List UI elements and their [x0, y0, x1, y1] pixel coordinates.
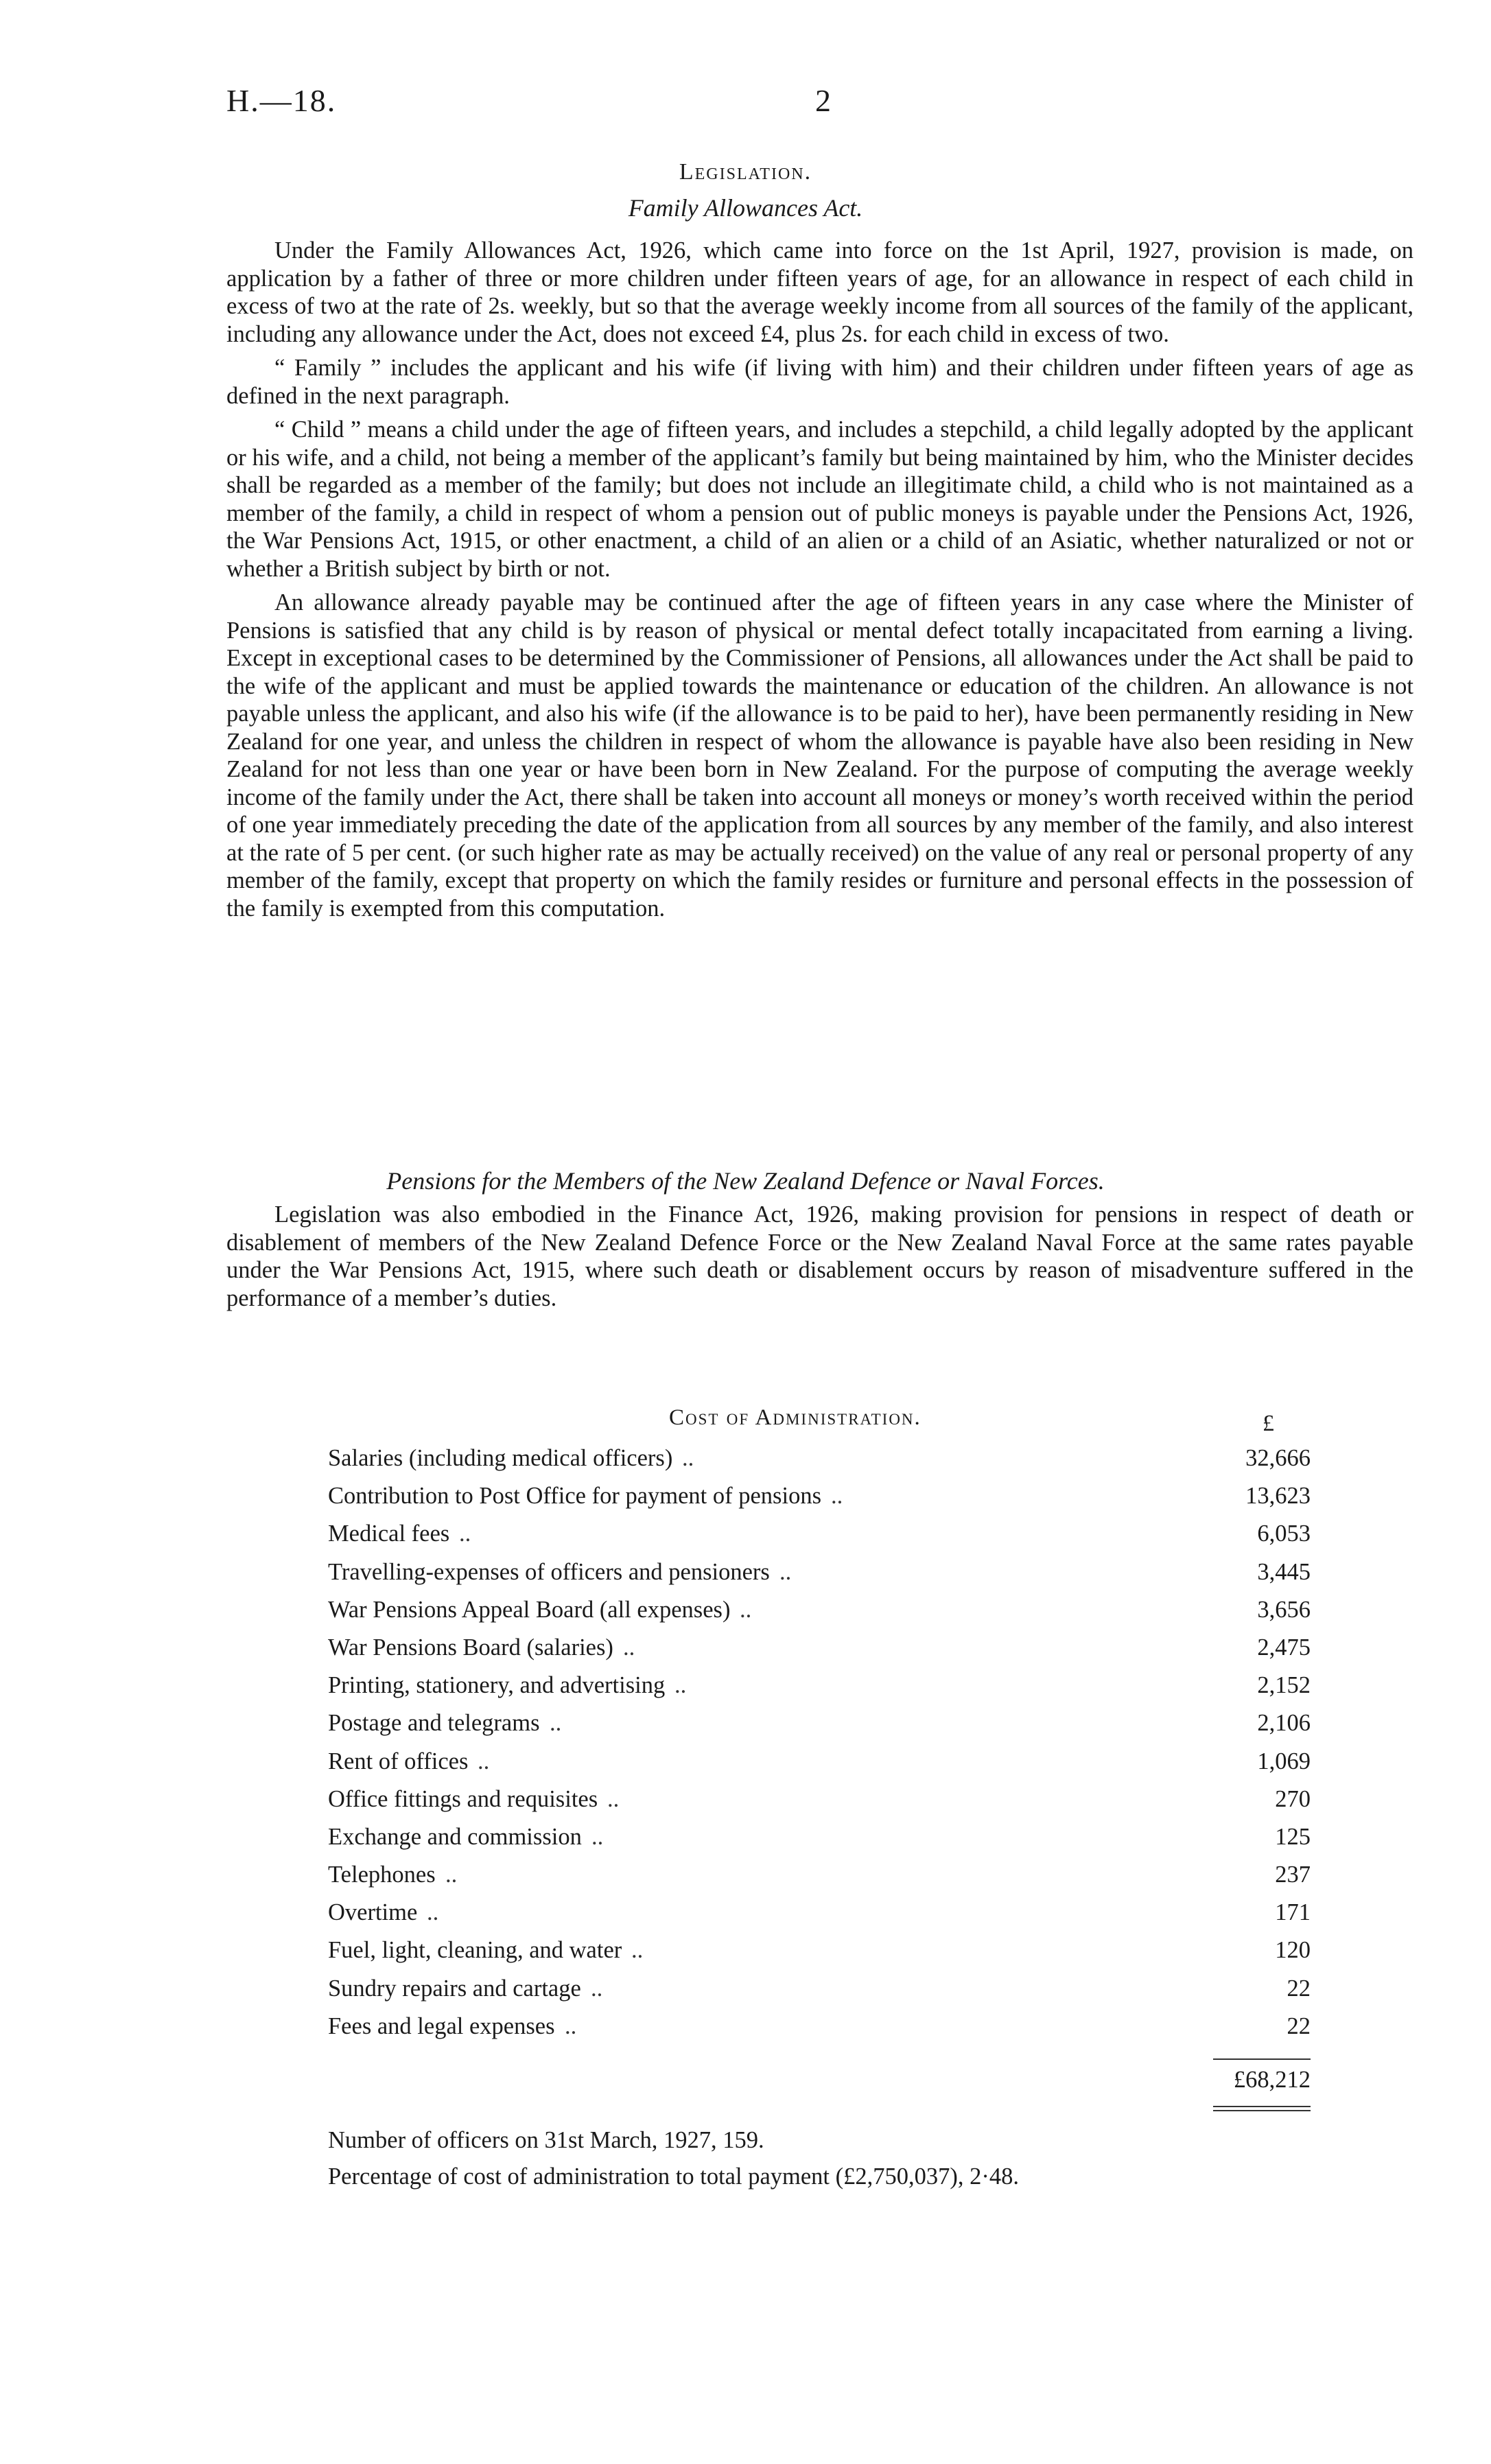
- cost-item-label: Travelling-expenses of officers and pensioners: [328, 1558, 770, 1585]
- paragraph: An allowance already payable may be continued after the age of fifteen years in any case where the Minister of Pensions is satisfied that any child is by reason of physical or mental defect totally incapacitated from earning a living. Except in exceptional cases to be determined by the Commissioner of Pensions, all allowances under the Act shall be paid to the wife of the applicant and must be applied towards the maintenance or education of the children. An allowance is not payable unless the applicant, and also his wife (if the allowance is to be paid to her), have been permanently residing in New Zealand for one year, and unless the children in respect of whom the allowance is payable have also been residing in New Zealand for not less than one year or have been born in New Zealand. For the purpose of computing the average weekly income of the family under the Act, there shall be taken into account all moneys or money’s worth received within the period of one year immediately preceding the date of the application from all sources by any member of the family, and also interest at the rate of 5 per cent. (or such higher rate as may be actually received) on the value of any real or personal property of any member of the family, except that property on which the family resides or furniture and personal effects in the possession of the family is exempted from this computation.: [226, 589, 1413, 922]
- leader-dots: ..: [740, 1596, 752, 1623]
- cost-total: £68,212: [1233, 2067, 1311, 2093]
- cost-item-amount: 22: [1287, 2013, 1311, 2039]
- table-row: [328, 1440, 1311, 1477]
- leader-dots: ..: [607, 1785, 620, 1812]
- cost-table: [328, 1440, 1311, 2045]
- pensions-section-title: Pensions for the Members of the New Zealand Defence or Naval Forces.: [386, 1167, 1105, 1195]
- table-row: [328, 2008, 1311, 2045]
- cost-item-label: Salaries (including medical officers): [328, 1445, 673, 1471]
- leader-dots: ..: [427, 1899, 439, 1926]
- leader-dots: ..: [631, 1937, 644, 1964]
- page-number: 2: [815, 83, 831, 118]
- cost-item-amount: 6,053: [1257, 1521, 1311, 1547]
- cost-item-amount: 270: [1275, 1785, 1311, 1812]
- document-reference: H.—18.: [226, 83, 337, 118]
- table-row: [328, 1553, 1311, 1591]
- cost-item-label: War Pensions Board (salaries): [328, 1634, 613, 1661]
- cost-item-amount: 3,656: [1257, 1596, 1311, 1623]
- cost-item-label: Exchange and commission: [328, 1823, 582, 1850]
- cost-item-amount: 2,152: [1257, 1672, 1311, 1699]
- cost-item-label: Overtime: [328, 1899, 418, 1926]
- family-act-body: [226, 237, 1413, 928]
- double-rule-top: [1213, 2106, 1311, 2107]
- cost-item-label: Contribution to Post Office for payment of pensions: [328, 1483, 821, 1510]
- table-row: [328, 1591, 1311, 1629]
- leader-dots: ..: [445, 1862, 458, 1888]
- cost-item-amount: 120: [1275, 1937, 1311, 1964]
- leader-dots: ..: [831, 1483, 843, 1510]
- double-rule-bottom: [1213, 2110, 1311, 2111]
- table-row: [328, 1515, 1311, 1553]
- leader-dots: ..: [565, 2013, 577, 2039]
- paragraph: Under the Family Allowances Act, 1926, which came into force on the 1st April, 1927, provision is made, on application by a father of three or more children under fifteen years of age, for an allowance in respect of each child in excess of two at the rate of 2s. weekly, but so that the average weekly income from all sources of the family of the applicant, including any allowance under the Act, does not exceed £4, plus 2s. for each child in excess of two.: [226, 237, 1413, 347]
- total-rule: [1213, 2058, 1311, 2060]
- leader-dots: ..: [682, 1445, 694, 1471]
- cost-item-amount: 237: [1275, 1862, 1311, 1888]
- cost-item-label: Printing, stationery, and advertising: [328, 1672, 666, 1699]
- currency-header: £: [1263, 1411, 1274, 1436]
- cost-item-amount: 2,106: [1257, 1710, 1311, 1737]
- cost-percentage: Percentage of cost of administration to total payment (£2,750,037), 2·48.: [328, 2163, 1019, 2190]
- cost-item-label: Sundry repairs and cartage: [328, 1975, 581, 2002]
- table-row: [328, 1818, 1311, 1856]
- leader-dots: ..: [591, 1975, 603, 2002]
- cost-item-amount: 3,445: [1257, 1558, 1311, 1585]
- cost-item-label: Office fittings and requisites: [328, 1785, 598, 1812]
- pensions-section-body: [226, 1201, 1413, 1318]
- table-row: [328, 1932, 1311, 1969]
- cost-item-amount: 22: [1287, 1975, 1311, 2002]
- leader-dots: ..: [550, 1710, 562, 1737]
- leader-dots: ..: [623, 1634, 635, 1661]
- cost-item-amount: 32,666: [1245, 1445, 1311, 1471]
- officers-count: Number of officers on 31st March, 1927, 159.: [328, 2127, 764, 2153]
- table-row: [328, 1477, 1311, 1515]
- paragraph: “ Family ” includes the applicant and his wife (if living with him) and their children under fifteen years of age as defined in the next paragraph.: [226, 355, 1413, 409]
- cost-item-label: Postage and telegrams: [328, 1710, 540, 1737]
- table-row: [328, 1704, 1311, 1742]
- leader-dots: ..: [478, 1748, 490, 1774]
- cost-item-amount: 1,069: [1257, 1748, 1311, 1774]
- cost-item-amount: 171: [1275, 1899, 1311, 1926]
- table-row: [328, 1743, 1311, 1781]
- page-header: [0, 82, 1491, 130]
- cost-item-amount: 13,623: [1245, 1483, 1311, 1510]
- cost-item-label: Rent of offices: [328, 1748, 469, 1774]
- leader-dots: ..: [779, 1558, 792, 1585]
- family-act-title: Family Allowances Act.: [628, 194, 863, 222]
- paragraph: “ Child ” means a child under the age of fifteen years, and includes a stepchild, a child legally adopted by the applicant or his wife, and a child, not being a member of the applicant’s family but being maintained by him, who the Minister decides shall be regarded as a member of the family; but does not include an illegitimate child, a child who is not maintained as a member of the family, a child in respect of whom a pension out of public moneys is payable under the Pensions Act, 1926, the War Pensions Act, 1915, or other enactment, a child of an alien or a child of an Asiatic, whether naturalized or not or whether a British subject by birth or not.: [226, 416, 1413, 582]
- leader-dots: ..: [591, 1823, 604, 1850]
- section-title: Legislation.: [679, 159, 812, 185]
- table-row: [328, 1970, 1311, 2008]
- cost-item-amount: 2,475: [1257, 1634, 1311, 1661]
- table-row: [328, 1894, 1311, 1932]
- table-row: [328, 1856, 1311, 1894]
- table-row: [328, 1781, 1311, 1818]
- cost-item-label: Medical fees: [328, 1521, 450, 1547]
- cost-item-label: Fees and legal expenses: [328, 2013, 555, 2039]
- table-row: [328, 1667, 1311, 1704]
- cost-item-amount: 125: [1275, 1823, 1311, 1850]
- cost-table-title: Cost of Administration.: [669, 1405, 921, 1430]
- table-row: [328, 1629, 1311, 1667]
- cost-item-label: Telephones: [328, 1862, 436, 1888]
- cost-item-label: Fuel, light, cleaning, and water: [328, 1937, 622, 1964]
- paragraph: Legislation was also embodied in the Finance Act, 1926, making provision for pensions in respect of death or disablement of members of the New Zealand Defence Force or the New Zealand Naval Force at the same rates payable under the War Pensions Act, 1915, where such death or disablement occurs by reason of misadventure suffered in the performance of a member’s duties.: [226, 1201, 1413, 1311]
- cost-item-label: War Pensions Appeal Board (all expenses): [328, 1596, 731, 1623]
- leader-dots: ..: [674, 1672, 687, 1699]
- leader-dots: ..: [459, 1521, 471, 1547]
